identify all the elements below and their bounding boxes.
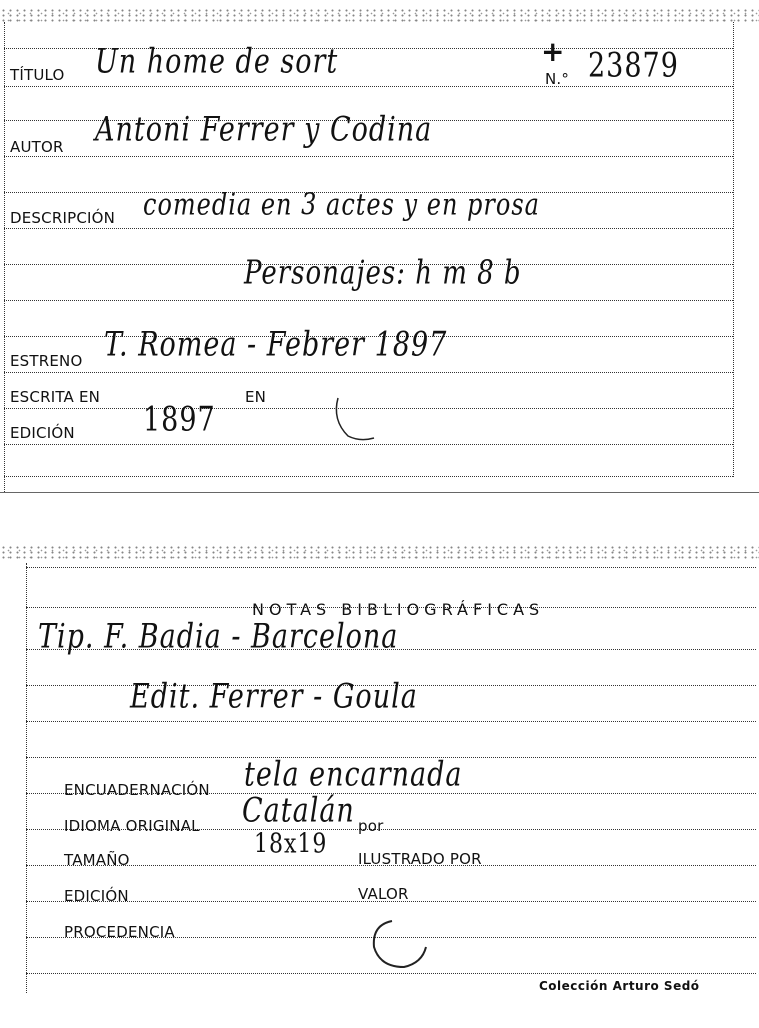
- stain-mark: [366, 915, 436, 975]
- por-label: por: [358, 817, 384, 835]
- cross-mark: +: [541, 35, 565, 68]
- titulo-value: Un home de sort: [95, 42, 339, 81]
- stain-mark: [330, 396, 390, 444]
- ruled-line: [4, 228, 733, 229]
- numero-value: 23879: [588, 46, 679, 85]
- idioma-label: IDIOMA ORIGINAL: [64, 817, 200, 835]
- valor-label: VALOR: [358, 885, 409, 903]
- estreno-value: T. Romea - Febrer 1897: [104, 325, 448, 364]
- en-label: EN: [245, 388, 267, 406]
- descripcion-label: DESCRIPCIÓN: [10, 209, 116, 227]
- catalog-card-front: [0, 0, 759, 492]
- tamano-label: TAMAÑO: [64, 851, 130, 869]
- card-left-edge: [4, 22, 5, 492]
- tamano-value: 18x19: [254, 828, 328, 860]
- autor-value: Antoni Ferrer y Codina: [95, 110, 433, 149]
- estreno-label: ESTRENO: [10, 352, 83, 370]
- escrita-label: ESCRITA EN: [10, 388, 101, 406]
- edicion-label: EDICIÓN: [10, 424, 75, 442]
- card-left-edge: [26, 563, 27, 993]
- collection-credit: Colección Arturo Sedó: [539, 979, 700, 993]
- numero-label: N.°: [545, 70, 570, 88]
- autor-label: AUTOR: [10, 138, 64, 156]
- nota-line-1: Tip. F. Badia - Barcelona: [38, 617, 399, 656]
- descripcion-value: comedia en 3 actes y en prosa: [143, 187, 540, 222]
- card-right-edge: [733, 22, 734, 477]
- encuadernacion-label: ENCUADERNACIÓN: [64, 781, 210, 799]
- card-divider: [0, 492, 759, 493]
- ruled-line: [26, 567, 756, 568]
- card-edge-texture: [0, 8, 759, 24]
- card-edge-texture: [0, 545, 759, 561]
- ruled-line: [4, 300, 733, 301]
- ruled-line: [4, 372, 733, 373]
- ruled-line: [4, 86, 733, 87]
- titulo-label: TÍTULO: [10, 66, 65, 84]
- procedencia-label: PROCEDENCIA: [64, 923, 175, 941]
- ilustrado-label: ILUSTRADO POR: [358, 850, 482, 868]
- notas-heading: NOTAS BIBLIOGRÁFICAS: [252, 600, 545, 619]
- ruled-line: [4, 444, 733, 445]
- ruled-line: [4, 476, 733, 477]
- personajes-value: Personajes: h m 8 b: [244, 254, 522, 292]
- ruled-line: [4, 156, 733, 157]
- edicion-label: EDICIÓN: [64, 887, 129, 905]
- edicion-value: 1897: [143, 400, 216, 439]
- nota-line-2: Edit. Ferrer - Goula: [130, 677, 418, 716]
- encuadernacion-value: tela encarnada: [244, 755, 463, 794]
- catalog-card-back: [0, 545, 759, 1028]
- ruled-line: [26, 721, 756, 722]
- idioma-value: Catalán: [242, 791, 355, 830]
